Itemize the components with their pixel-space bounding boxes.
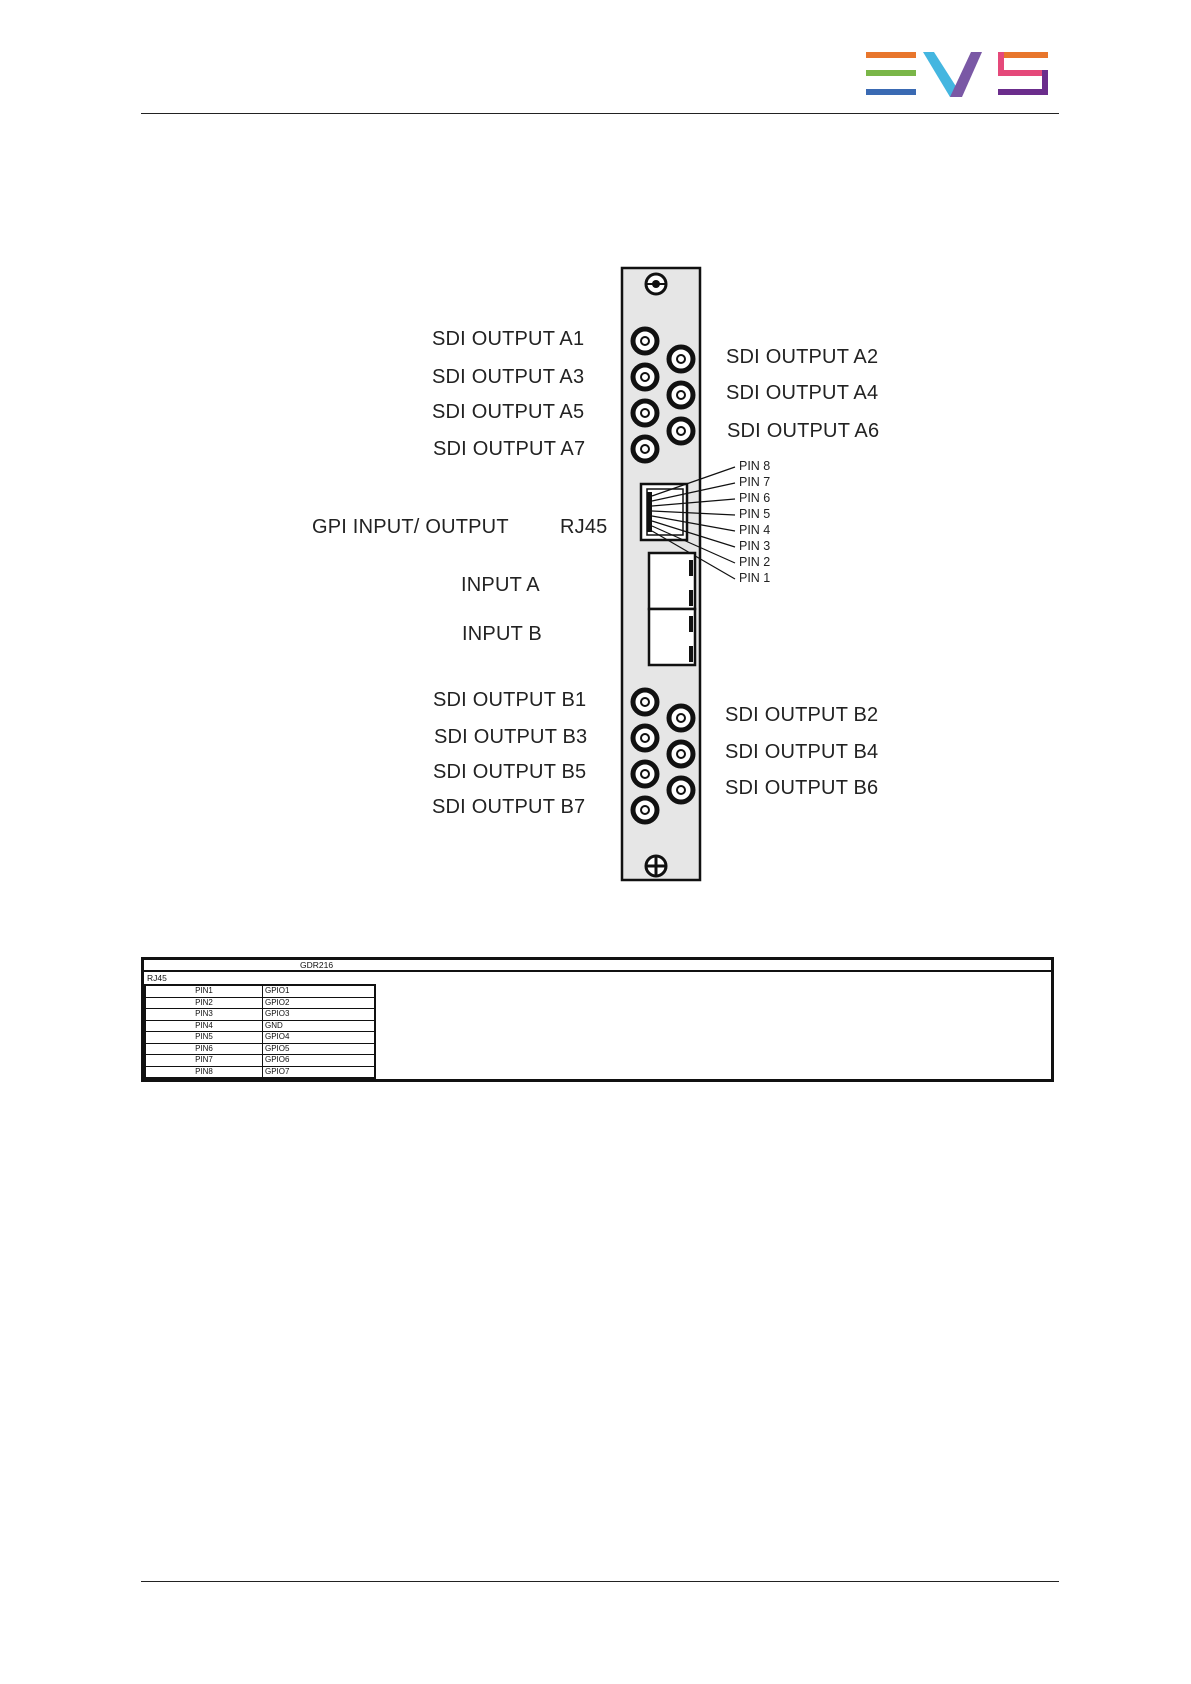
pin-assignment-table bbox=[144, 984, 376, 1079]
label-sdi-output-a2: SDI OUTPUT A2 bbox=[726, 346, 879, 368]
signal-cell: GND bbox=[263, 1020, 376, 1032]
pin-cell: PIN5 bbox=[145, 1032, 263, 1044]
signal-cell: GPIO1 bbox=[263, 985, 376, 997]
signal-cell: GPIO4 bbox=[263, 1032, 376, 1044]
signal-cell: GPIO5 bbox=[263, 1043, 376, 1055]
pinout-table bbox=[141, 957, 1054, 1082]
signal-cell: GPIO7 bbox=[263, 1066, 376, 1078]
bnc-connector-a1-icon bbox=[633, 329, 657, 353]
pin-label: PIN 1 bbox=[739, 571, 771, 585]
label-sdi-output-a4: SDI OUTPUT A4 bbox=[726, 382, 879, 404]
table-row bbox=[145, 1032, 375, 1044]
bnc-connector-a6-icon bbox=[669, 419, 693, 443]
table-row bbox=[145, 985, 375, 997]
footer-rule bbox=[141, 1581, 1059, 1582]
label-sdi-output-b1: SDI OUTPUT B1 bbox=[433, 689, 587, 711]
bnc-connector-b4-icon bbox=[669, 742, 693, 766]
label-sdi-output-b7: SDI OUTPUT B7 bbox=[432, 796, 586, 818]
bnc-connector-a4-icon bbox=[669, 383, 693, 407]
pin-cell: PIN2 bbox=[145, 997, 263, 1009]
bnc-connector-b6-icon bbox=[669, 778, 693, 802]
label-sdi-output-a1: SDI OUTPUT A1 bbox=[432, 328, 585, 350]
label-sdi-output-a5: SDI OUTPUT A5 bbox=[432, 401, 585, 423]
bnc-connector-a2-icon bbox=[669, 347, 693, 371]
pin-cell: PIN6 bbox=[145, 1043, 263, 1055]
signal-cell: GPIO3 bbox=[263, 1009, 376, 1021]
table-row bbox=[145, 1066, 375, 1078]
pin-cell: PIN4 bbox=[145, 1020, 263, 1032]
bnc-connector-b2-icon bbox=[669, 706, 693, 730]
signal-cell: GPIO2 bbox=[263, 997, 376, 1009]
table-row bbox=[145, 997, 375, 1009]
pin-label: PIN 3 bbox=[739, 539, 771, 553]
table-row bbox=[145, 1009, 375, 1021]
bnc-connector-b5-icon bbox=[633, 762, 657, 786]
input-a-socket-icon bbox=[649, 553, 695, 609]
label-sdi-output-a3: SDI OUTPUT A3 bbox=[432, 366, 585, 388]
table-row bbox=[145, 1043, 375, 1055]
pin-label: PIN 7 bbox=[739, 475, 771, 489]
label-sdi-output-b3: SDI OUTPUT B3 bbox=[434, 726, 588, 748]
table-row bbox=[145, 1055, 375, 1067]
top-screw-icon bbox=[646, 274, 666, 294]
pin-label: PIN 4 bbox=[739, 523, 771, 537]
label-sdi-output-b2: SDI OUTPUT B2 bbox=[725, 704, 879, 726]
pin-label: PIN 6 bbox=[739, 491, 771, 505]
bnc-connector-a5-icon bbox=[633, 401, 657, 425]
label-rj45: RJ45 bbox=[560, 516, 608, 538]
table-row bbox=[145, 1020, 375, 1032]
label-sdi-output-b4: SDI OUTPUT B4 bbox=[725, 741, 879, 763]
pin-cell: PIN7 bbox=[145, 1055, 263, 1067]
input-b-socket-icon bbox=[649, 609, 695, 665]
label-input-b: INPUT B bbox=[462, 623, 542, 645]
pin-label: PIN 2 bbox=[739, 555, 771, 569]
label-sdi-output-b5: SDI OUTPUT B5 bbox=[433, 761, 587, 783]
bnc-connector-b7-icon bbox=[633, 798, 657, 822]
label-sdi-output-b6: SDI OUTPUT B6 bbox=[725, 777, 879, 799]
bottom-screw-icon bbox=[646, 856, 666, 876]
pin-cell: PIN3 bbox=[145, 1009, 263, 1021]
label-input-a: INPUT A bbox=[461, 574, 540, 596]
bnc-connector-b3-icon bbox=[633, 726, 657, 750]
pin-label: PIN 5 bbox=[739, 507, 771, 521]
pin-label: PIN 8 bbox=[739, 459, 771, 473]
signal-cell: GPIO6 bbox=[263, 1055, 376, 1067]
bnc-connector-b1-icon bbox=[633, 690, 657, 714]
pinout-table-title-row bbox=[144, 960, 1051, 972]
label-gpi-input-output: GPI INPUT/ OUTPUT bbox=[312, 516, 509, 538]
bnc-connector-a3-icon bbox=[633, 365, 657, 389]
pin-cell: PIN1 bbox=[145, 985, 263, 997]
pin-cell: PIN8 bbox=[145, 1066, 263, 1078]
pinout-table-subtitle: RJ45 bbox=[147, 973, 167, 983]
label-sdi-output-a7: SDI OUTPUT A7 bbox=[433, 438, 586, 460]
label-sdi-output-a6: SDI OUTPUT A6 bbox=[727, 420, 880, 442]
bnc-connector-a7-icon bbox=[633, 437, 657, 461]
pinout-table-title: GDR216 bbox=[300, 960, 334, 970]
